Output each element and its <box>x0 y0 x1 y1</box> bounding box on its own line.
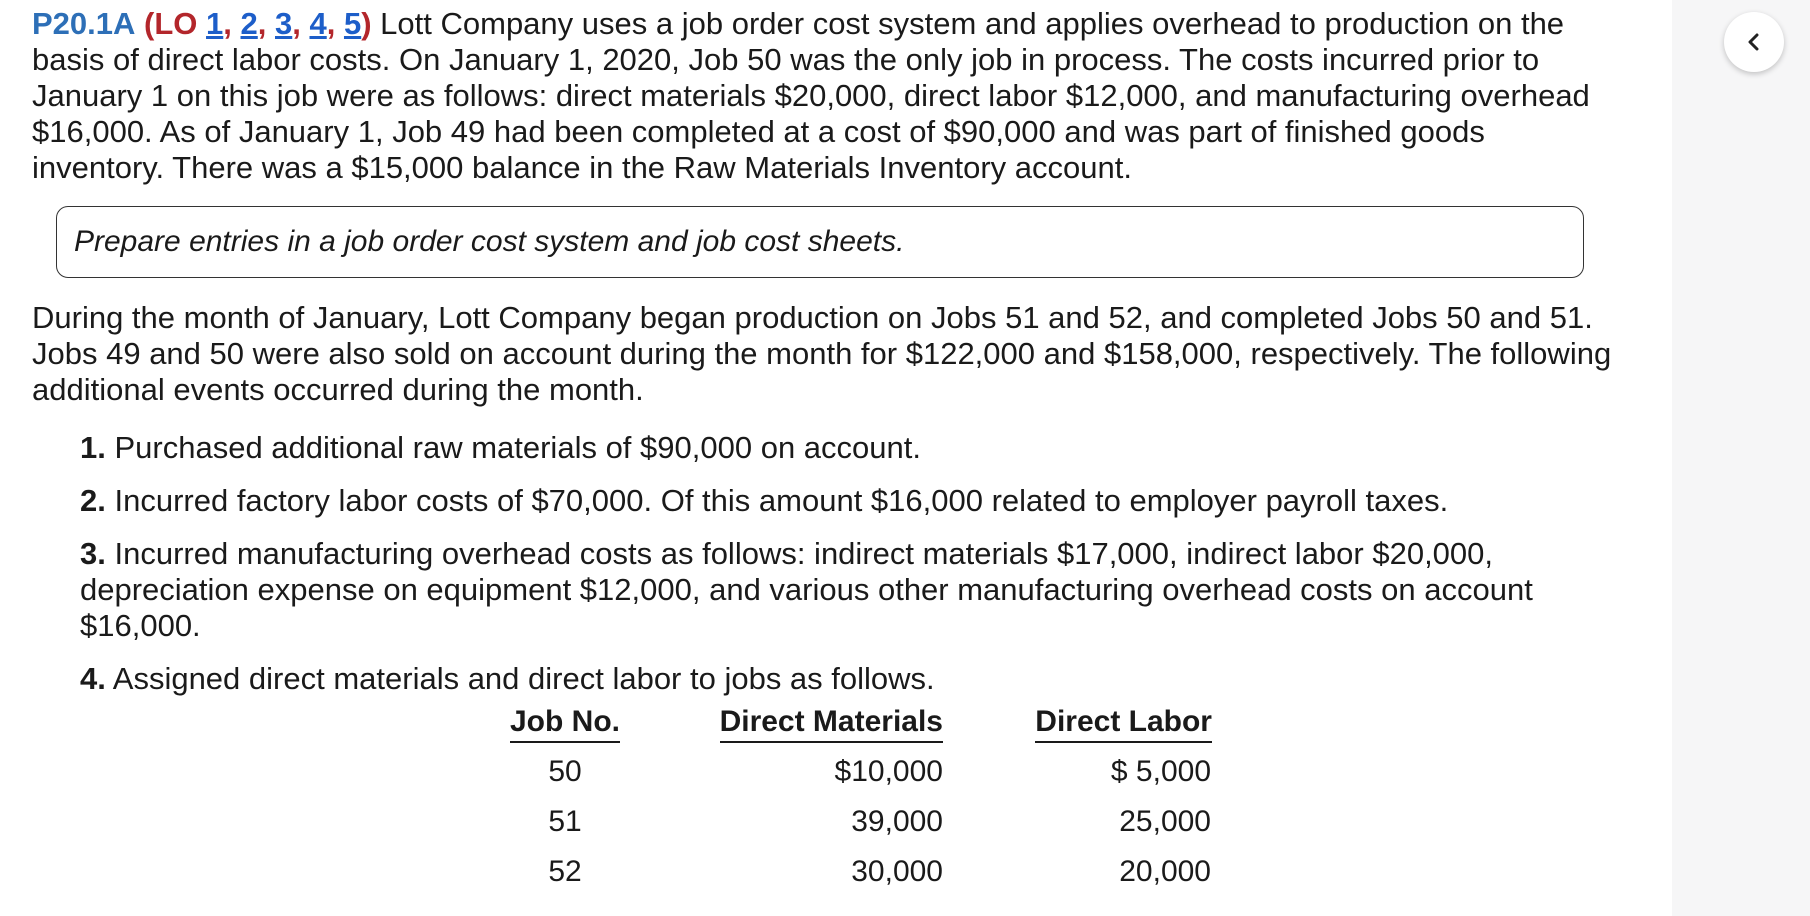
lo-link-1[interactable]: 1 <box>206 6 224 41</box>
lo-link-4[interactable]: 4 <box>309 6 327 41</box>
event-text: Purchased additional raw materials of $90,000 on account. <box>114 430 921 465</box>
chevron-left-icon <box>1746 33 1762 51</box>
objective-callout <box>56 206 1584 278</box>
event-item <box>80 661 1612 697</box>
header-direct-materials: Direct Materials <box>625 705 943 747</box>
callout-text: Prepare entries in a job order cost system and job cost sheets. <box>74 225 905 258</box>
problem-code: P20.1A <box>32 6 136 41</box>
header-job-no: Job No. <box>505 705 625 747</box>
direct-labor-cell: $ 5,000 <box>1110 755 1211 788</box>
event-item <box>80 483 1612 519</box>
events-list <box>32 430 1612 697</box>
paragraph-2: During the month of January, Lott Company began production on Jobs 51 and 52, and completed Jobs 50 and 51. Jobs 49 and 50 were also sold on account during the month for $122,000 and $158,000, respectively. The following additional events occurred during the month. <box>32 300 1612 407</box>
job-no-cell: 50 <box>548 755 582 788</box>
direct-materials-cell: 30,000 <box>851 855 943 888</box>
event-item <box>80 430 1612 466</box>
event-item <box>80 536 1612 644</box>
header-direct-labor: Direct Labor <box>943 705 1212 747</box>
job-no-cell: 51 <box>548 805 582 838</box>
problem-content <box>32 6 1612 714</box>
event-number: 3. <box>80 536 106 571</box>
lo-open: (LO <box>144 6 198 41</box>
job-assignment-table <box>505 705 1212 897</box>
table-header-row <box>505 705 1212 747</box>
event-number: 1. <box>80 430 106 465</box>
lo-close: ) <box>361 6 372 41</box>
job-no-cell: 52 <box>548 855 582 888</box>
event-text: Assigned direct materials and direct labor to jobs as follows. <box>112 661 935 696</box>
lo-link-2[interactable]: 2 <box>240 6 258 41</box>
table-row <box>505 797 1212 847</box>
table-row <box>505 747 1212 797</box>
direct-materials-cell: 39,000 <box>851 805 943 838</box>
right-rail <box>1672 0 1810 916</box>
direct-labor-cell: 20,000 <box>1119 855 1211 888</box>
lo-link-3[interactable]: 3 <box>275 6 293 41</box>
event-text: Incurred manufacturing overhead costs as follows: indirect materials $17,000, indirect labor $20,000, depreciation expense on equipment $12,000, and various other manufacturing overhead costs on account $16,000. <box>80 536 1533 643</box>
problem-intro <box>32 6 1612 186</box>
table-row <box>505 847 1212 897</box>
event-number: 2. <box>80 483 106 518</box>
back-button[interactable] <box>1724 12 1784 72</box>
direct-materials-cell: $10,000 <box>834 755 943 788</box>
lo-link-5[interactable]: 5 <box>343 6 362 41</box>
event-number: 4. <box>80 661 106 696</box>
event-text: Incurred factory labor costs of $70,000. Of this amount $16,000 related to employer payroll taxes. <box>114 483 1449 518</box>
learning-objectives: (LO 1, 2, 3, 4, 5) <box>144 6 372 41</box>
direct-labor-cell: 25,000 <box>1119 805 1211 838</box>
intro-text: Lott Company uses a job order cost system and applies overhead to production on the basis of direct labor costs. On January 1, 2020, Job 50 was the only job in process. The costs incurred prior to January 1 on this job were as follows: direct materials $20,000, direct labor $12,000, and manufacturing overhead $16,000. As of January 1, Job 49 had been completed at a cost of $90,000 and was part of finished goods inventory. There was a $15,000 balance in the Raw Materials Inventory account. <box>32 6 1590 185</box>
